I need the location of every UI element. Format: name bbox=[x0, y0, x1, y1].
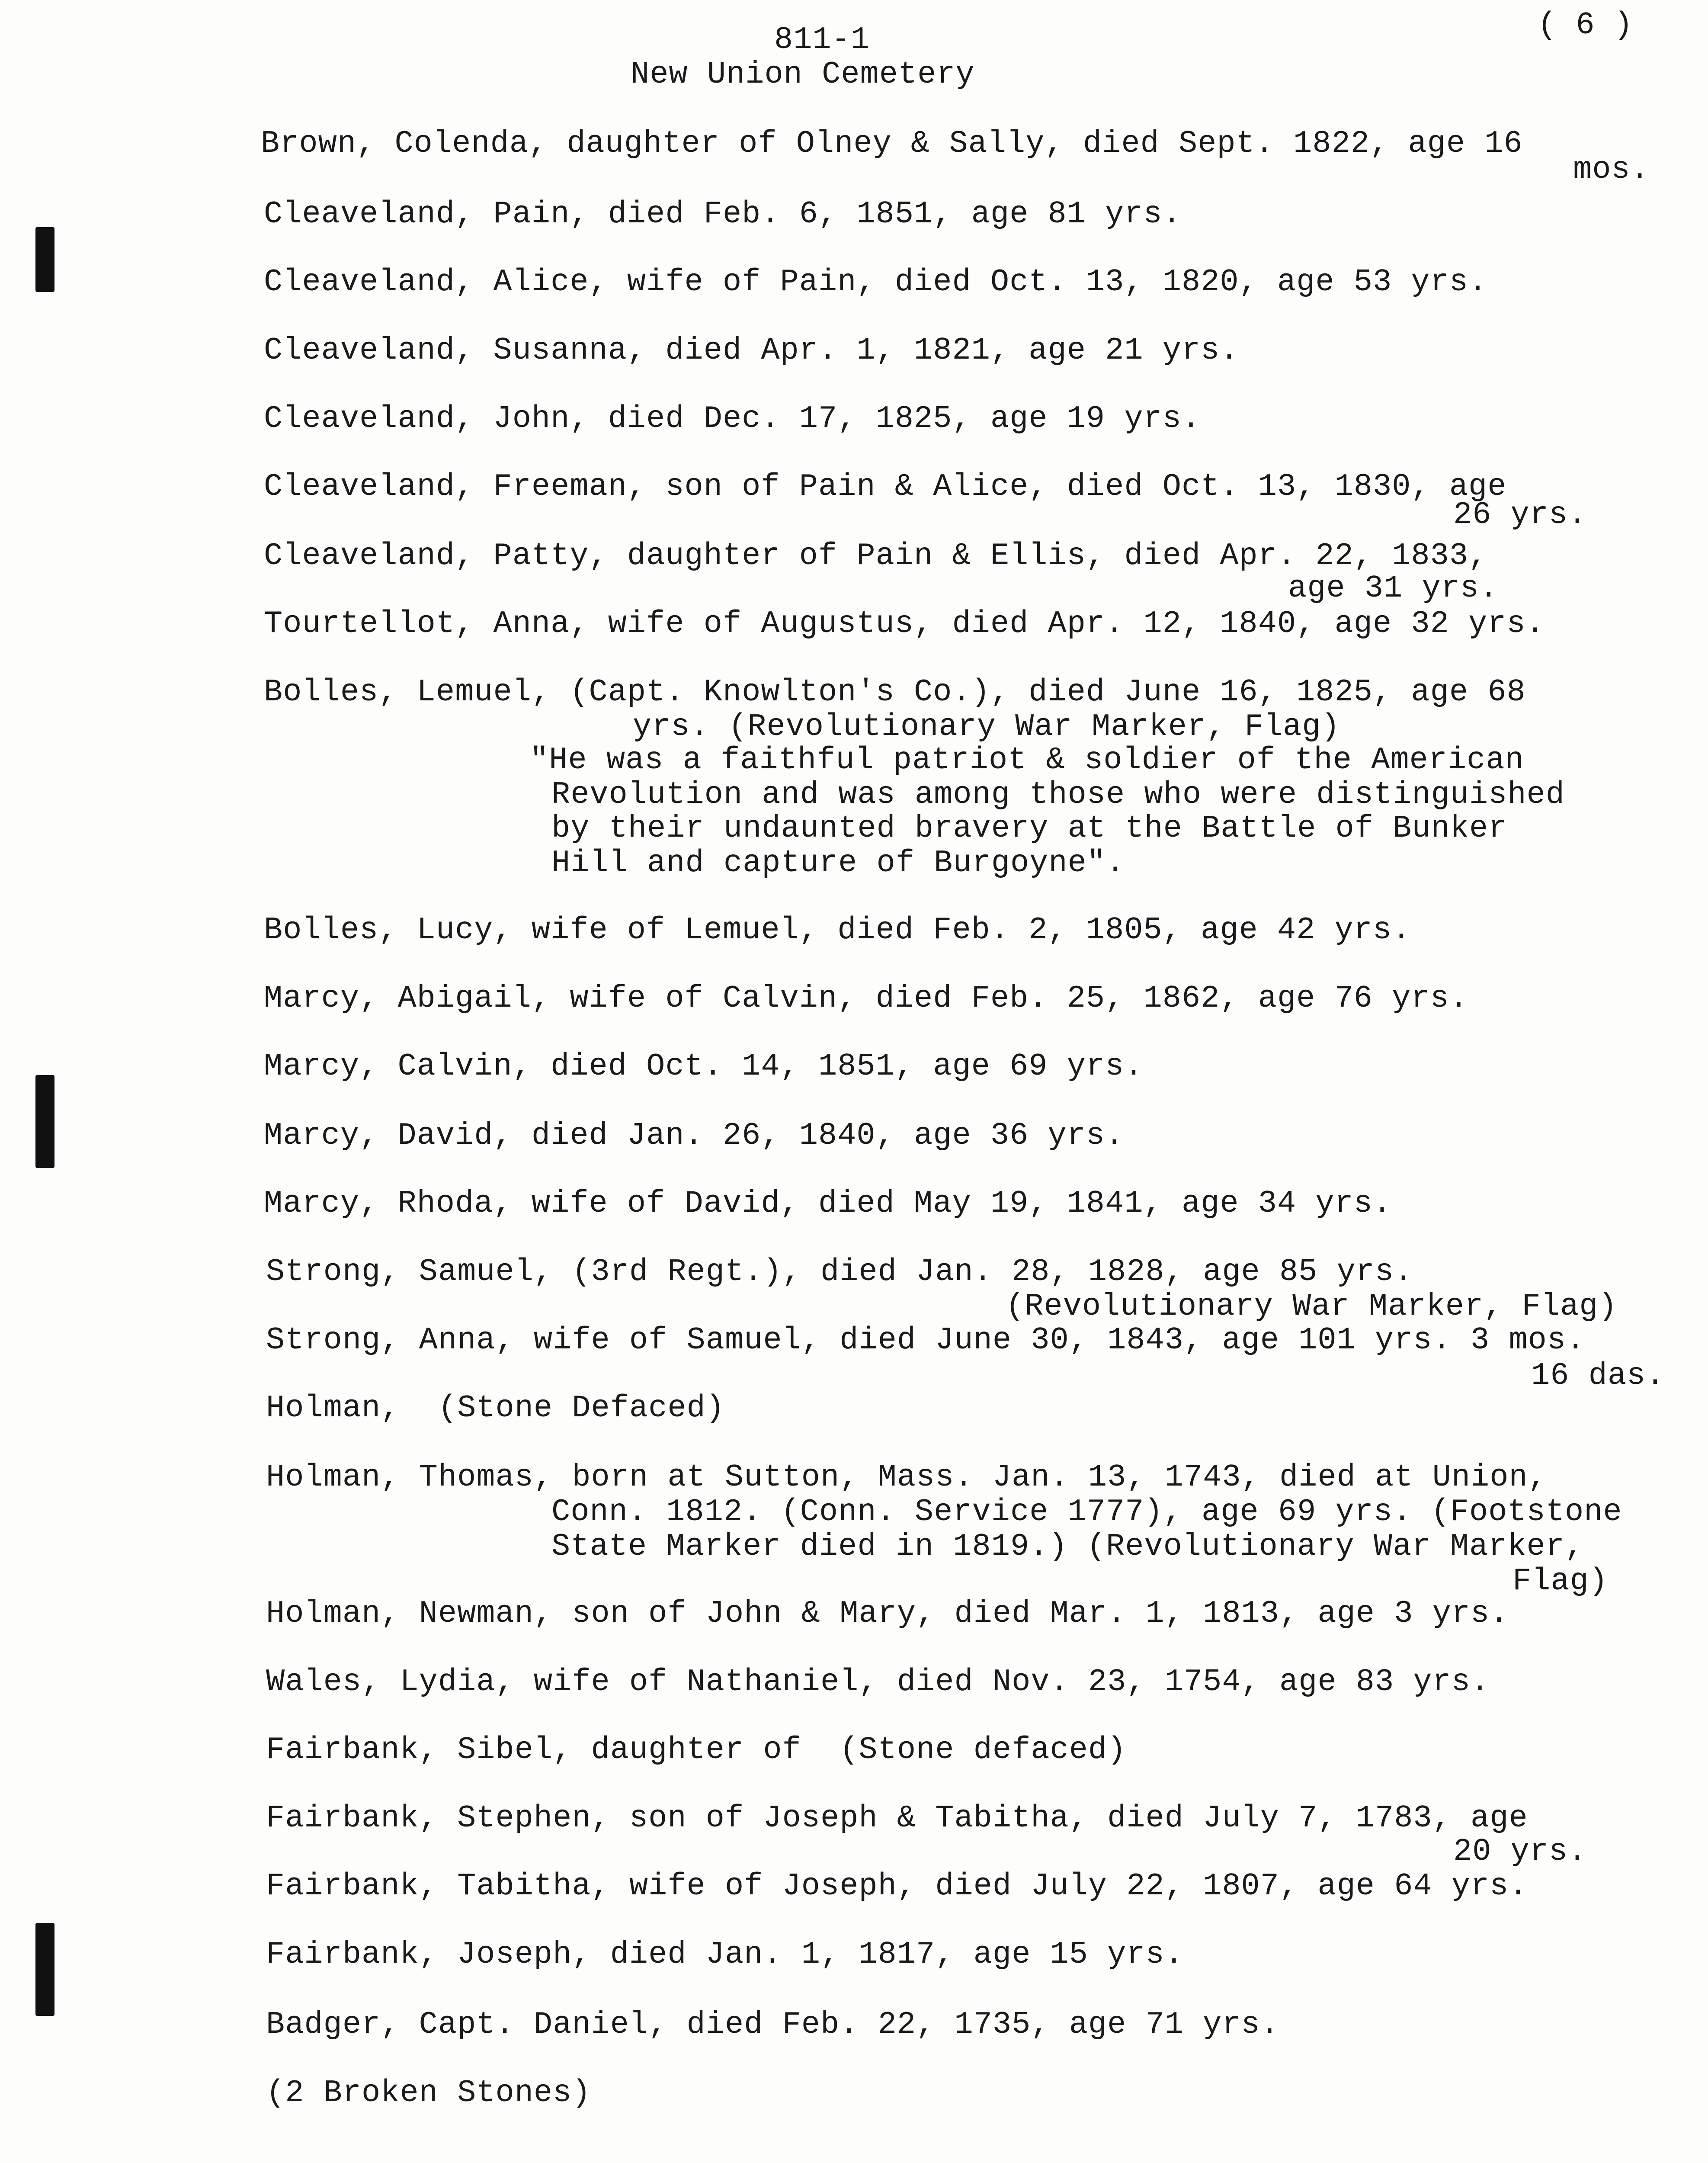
entry-holman-thomas-cont-3: Flag) bbox=[1513, 1563, 1609, 1599]
entry-cleaveland-alice: Cleaveland, Alice, wife of Pain, died Oct. 13, 1820, age 53 yrs. bbox=[264, 264, 1488, 300]
entry-holman-thomas-cont-2: State Marker died in 1819.) (Revolutionary War Marker, bbox=[551, 1529, 1584, 1564]
entry-cleaveland-patty-cont: age 31 yrs. bbox=[1288, 571, 1499, 606]
inscription-line-1: "He was a faithful patriot & soldier of the American bbox=[530, 742, 1524, 778]
entry-cleaveland-freeman: Cleaveland, Freeman, son of Pain & Alice, died Oct. 13, 1830, age bbox=[264, 469, 1507, 504]
entry-marcy-david: Marcy, David, died Jan. 26, 1840, age 36 yrs. bbox=[264, 1118, 1125, 1153]
entry-strong-samuel: Strong, Samuel, (3rd Regt.), died Jan. 28, 1828, age 85 yrs. bbox=[266, 1254, 1413, 1290]
entry-brown-colenda: Brown, Colenda, daughter of Olney & Sally, died Sept. 1822, age 16 bbox=[261, 126, 1523, 161]
entry-fairbank-joseph: Fairbank, Joseph, died Jan. 1, 1817, age 15 yrs. bbox=[266, 1937, 1184, 1972]
binder-hole-mark-bottom bbox=[35, 1923, 54, 2016]
entry-fairbank-stephen-cont: 20 yrs. bbox=[1453, 1834, 1587, 1869]
entry-strong-samuel-cont: (Revolutionary War Marker, Flag) bbox=[1006, 1289, 1618, 1324]
entry-bolles-lemuel-cont: yrs. (Revolutionary War Marker, Flag) bbox=[633, 709, 1340, 745]
binder-hole-mark-top bbox=[35, 227, 54, 292]
entry-broken-stones: (2 Broken Stones) bbox=[266, 2075, 591, 2111]
entry-holman-thomas-cont-1: Conn. 1812. (Conn. Service 1777), age 69 yrs. (Footstone bbox=[551, 1494, 1622, 1530]
binder-hole-mark-middle bbox=[35, 1075, 54, 1168]
entry-marcy-abigail: Marcy, Abigail, wife of Calvin, died Feb. 25, 1862, age 76 yrs. bbox=[264, 981, 1469, 1016]
entry-strong-anna: Strong, Anna, wife of Samuel, died June 30, 1843, age 101 yrs. 3 mos. bbox=[266, 1322, 1586, 1358]
entry-holman-thomas: Holman, Thomas, born at Sutton, Mass. Jan. 13, 1743, died at Union, bbox=[266, 1460, 1547, 1495]
entry-wales-lydia: Wales, Lydia, wife of Nathaniel, died Nov. 23, 1754, age 83 yrs. bbox=[266, 1664, 1490, 1700]
entry-tourtellot-anna: Tourtellot, Anna, wife of Augustus, died Apr. 12, 1840, age 32 yrs. bbox=[264, 606, 1545, 642]
entry-cleaveland-susanna: Cleaveland, Susanna, died Apr. 1, 1821, age 21 yrs. bbox=[264, 333, 1239, 368]
entry-bolles-lucy: Bolles, Lucy, wife of Lemuel, died Feb. 2, 1805, age 42 yrs. bbox=[264, 912, 1411, 948]
entry-brown-colenda-cont: mos. bbox=[1573, 152, 1650, 187]
inscription-line-4: Hill and capture of Burgoyne". bbox=[551, 845, 1125, 881]
entry-strong-anna-cont: 16 das. bbox=[1531, 1358, 1665, 1393]
entry-holman-newman: Holman, Newman, son of John & Mary, died Mar. 1, 1813, age 3 yrs. bbox=[266, 1596, 1509, 1631]
entry-bolles-lemuel: Bolles, Lemuel, (Capt. Knowlton's Co.), died June 16, 1825, age 68 bbox=[264, 674, 1526, 710]
entry-fairbank-stephen: Fairbank, Stephen, son of Joseph & Tabitha, died July 7, 1783, age bbox=[266, 1800, 1528, 1836]
entry-cleaveland-patty: Cleaveland, Patty, daughter of Pain & Ellis, died Apr. 22, 1833, bbox=[264, 538, 1488, 574]
entry-cleaveland-freeman-cont: 26 yrs. bbox=[1453, 497, 1587, 533]
entry-cleaveland-pain: Cleaveland, Pain, died Feb. 6, 1851, age 81 yrs. bbox=[264, 196, 1182, 232]
entry-badger-daniel: Badger, Capt. Daniel, died Feb. 22, 1735, age 71 yrs. bbox=[266, 2007, 1279, 2042]
entry-cleaveland-john: Cleaveland, John, died Dec. 17, 1825, age 19 yrs. bbox=[264, 401, 1201, 436]
entry-fairbank-tabitha: Fairbank, Tabitha, wife of Joseph, died July 22, 1807, age 64 yrs. bbox=[266, 1868, 1528, 1904]
inscription-line-3: by their undaunted bravery at the Battle of Bunker bbox=[551, 811, 1508, 846]
inscription-line-2: Revolution and was among those who were distinguished bbox=[551, 777, 1565, 812]
entry-marcy-rhoda: Marcy, Rhoda, wife of David, died May 19, 1841, age 34 yrs. bbox=[264, 1186, 1392, 1221]
entry-fairbank-sibel: Fairbank, Sibel, daughter of (Stone defaced) bbox=[266, 1732, 1127, 1768]
entry-marcy-calvin: Marcy, Calvin, died Oct. 14, 1851, age 69 yrs. bbox=[264, 1049, 1144, 1084]
record-code: 811-1 bbox=[774, 22, 870, 58]
cemetery-title: New Union Cemetery bbox=[631, 57, 975, 92]
page-number: ( 6 ) bbox=[1538, 7, 1634, 43]
entry-holman-defaced: Holman, (Stone Defaced) bbox=[266, 1390, 725, 1426]
